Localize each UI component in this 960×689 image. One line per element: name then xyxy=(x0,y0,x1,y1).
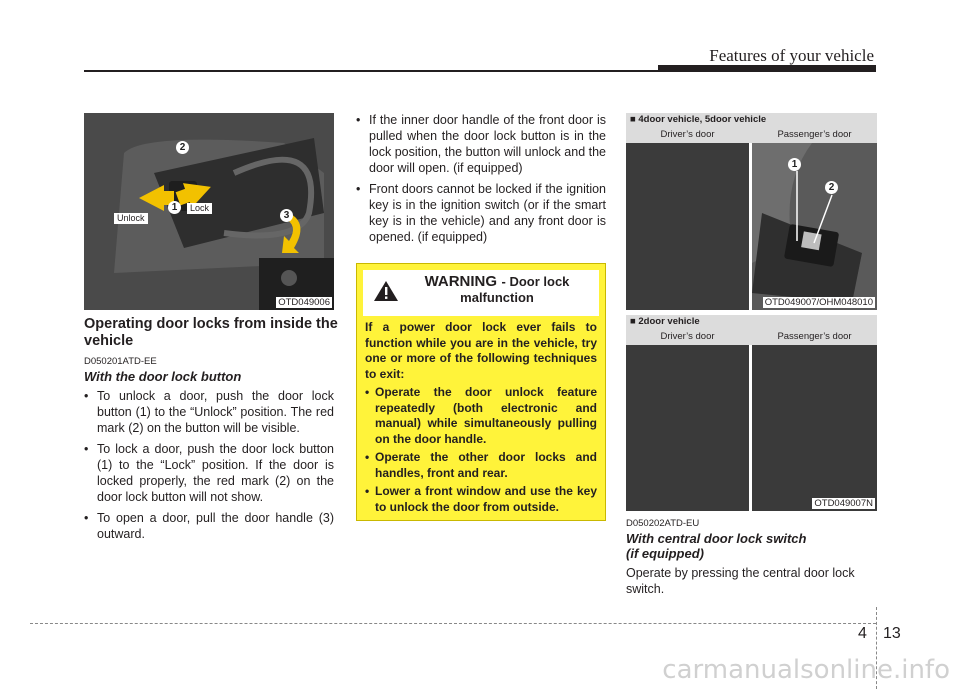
callout-1: 1 xyxy=(168,201,181,214)
panel-top-header xyxy=(626,113,877,143)
list-item: • Operate the door unlock feature repeatedly (both electronic and manual) while simultaneously pulling on the door handle. xyxy=(365,385,597,447)
middle-bullet-list xyxy=(356,112,606,250)
warning-body xyxy=(365,320,597,515)
header-rule xyxy=(84,70,876,72)
panel-bottom-passenger-label: Passenger’s door xyxy=(777,331,852,342)
page-footer-rule xyxy=(30,623,876,624)
panel-bottom-driver-label: Driver’s door xyxy=(660,331,715,342)
panel-bottom-passenger-photo xyxy=(752,345,877,511)
warning-title xyxy=(399,274,595,306)
warning-title-word: WARNING xyxy=(424,273,498,290)
callout-1: 1 xyxy=(788,158,801,171)
page-number: 13 xyxy=(883,625,901,642)
central-lock-switch-illustration xyxy=(752,143,877,310)
list-item: • If the inner door handle of the front door is pulled when the door lock button is in the lock position, the button will unlock and the door will open. (if equipped) xyxy=(356,112,606,176)
list-item: • Front doors cannot be locked if the ignition key is in the ignition switch (or if the smart key is in the vehicle) and any front door is opened. (if equipped) xyxy=(356,181,606,245)
warning-box xyxy=(356,263,606,521)
panel-top-title: ■ 4door vehicle, 5door vehicle xyxy=(630,114,767,125)
right-section-body: Operate by pressing the central door lock switch. xyxy=(626,566,855,596)
callout-2: 2 xyxy=(176,141,189,154)
panel-top-driver-label: Driver’s door xyxy=(660,129,715,140)
header-title: Features of your vehicle xyxy=(709,46,874,65)
panel-top-passenger-photo xyxy=(752,143,877,310)
warning-intro: If a power door lock ever fails to function while you are in the vehicle, try one or more of the following techniques to exit: xyxy=(365,320,597,381)
warning-list xyxy=(365,385,597,515)
watermark: carmanualsonline.info xyxy=(662,655,950,685)
list-item: • Operate the other door locks and handles, front and rear. xyxy=(365,450,597,481)
photo-code: OTD049006 xyxy=(278,297,330,308)
panel-bottom-header xyxy=(626,315,877,345)
warning-header xyxy=(363,270,599,316)
panel-top-code: OTD049007/OHM048010 xyxy=(764,297,873,308)
section-title: Operating door locks from inside the vehicle xyxy=(84,316,338,349)
panel-bottom-title: ■ 2door vehicle xyxy=(630,316,700,327)
section-subhead: With the door lock button xyxy=(84,369,242,384)
lock-label: Lock xyxy=(187,203,212,214)
left-bullet-list xyxy=(84,388,334,547)
door-handle-photo xyxy=(84,113,334,310)
chapter-number: 4 xyxy=(858,625,867,642)
list-item: • Lower a front window and use the key to unlock the door from outside. xyxy=(365,484,597,515)
list-item: • To lock a door, push the door lock button (1) to the “Lock” position. If the door is locked properly, the red mark (2) on the door lock button will not show. xyxy=(84,441,334,505)
right-section-subhead-2: (if equipped) xyxy=(626,546,704,561)
panel-top-passenger-label: Passenger’s door xyxy=(777,129,852,140)
panel-bottom-code: OTD049007N xyxy=(814,498,873,509)
callout-2: 2 xyxy=(825,181,838,194)
list-item: • To unlock a door, push the door lock button (1) to the “Unlock” position. The red mark (2) on the button will be visible. xyxy=(84,388,334,436)
warning-triangle-icon xyxy=(373,280,399,302)
section-code: D050201ATD-EE xyxy=(84,356,157,367)
unlock-label: Unlock xyxy=(114,213,148,224)
panel-bottom-driver-photo xyxy=(626,345,749,511)
right-section-subhead-1: With central door lock switch xyxy=(626,531,807,546)
callout-3: 3 xyxy=(280,209,293,222)
list-item: • To open a door, pull the door handle (3) outward. xyxy=(84,510,334,542)
panel-top-driver-photo xyxy=(626,143,749,310)
right-section-code: D050202ATD-EU xyxy=(626,518,700,529)
warning-title-rest: - Door lock malfunction xyxy=(460,274,570,305)
